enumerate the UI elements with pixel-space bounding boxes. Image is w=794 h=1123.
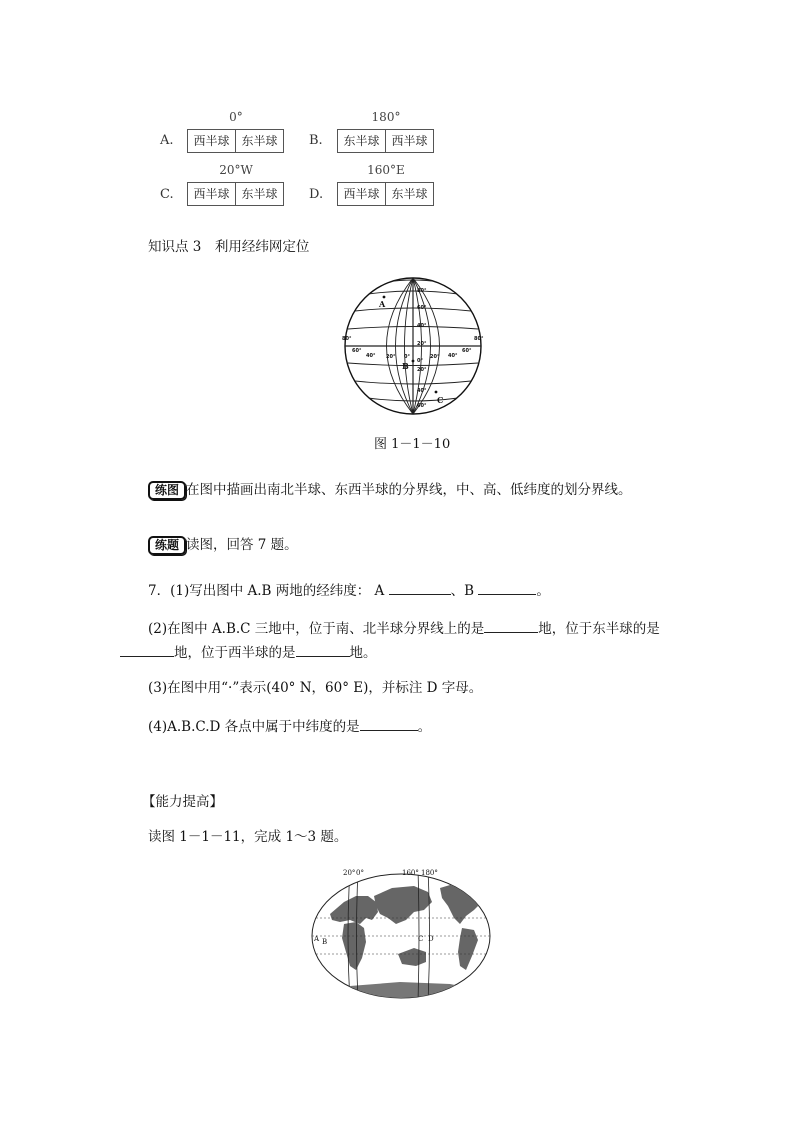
q7-p2-end: 地。 — [349, 645, 377, 661]
option-a-box — [187, 129, 284, 153]
option-a-right: 东半球 — [241, 134, 278, 148]
option-c-letter: C. — [160, 187, 174, 202]
answer-blank-b[interactable] — [478, 580, 536, 595]
ability-title: 【能力提高】 — [142, 794, 223, 810]
point-b-dot — [412, 360, 415, 363]
q7-p4-prefix: (4)A.B.C.D 各点中属于中纬度的是 — [148, 719, 360, 735]
point-a-dot — [383, 296, 386, 299]
globe-lat-label: 60° — [417, 403, 427, 409]
option-b-right: 西半球 — [391, 134, 428, 148]
q7-part1 — [148, 580, 550, 601]
globe-lat-label: 0° — [417, 358, 423, 364]
exercise-draw-text: 在图中描画出南北半球、东西半球的分界线，中、高、低纬度的划分界线。 — [186, 482, 632, 498]
option-a-left: 西半球 — [188, 130, 236, 152]
option-d-left: 西半球 — [338, 183, 386, 205]
map-label-20: 20° — [343, 869, 356, 877]
q7-p2-line2-mid: 地，位于西半球的是 — [174, 645, 296, 661]
option-d-right: 东半球 — [391, 187, 428, 201]
exercise-question — [148, 535, 298, 555]
q7-part2-line2 — [120, 642, 377, 663]
q7-p1-mid: 、B — [450, 583, 479, 599]
globe-lat-label: 40° — [417, 323, 427, 329]
map-point-d: D — [428, 935, 434, 943]
globe-lon-label: 80° — [474, 336, 484, 342]
practice-question-badge: 练题 — [148, 536, 186, 555]
exercise-question-text: 读图，回答 7 题。 — [186, 537, 298, 553]
option-b-degree: 180° — [371, 110, 401, 124]
world-map-figure — [310, 866, 492, 1000]
globe-figure — [338, 272, 488, 420]
globe-lon-label: 60° — [462, 348, 472, 354]
exercise-draw — [148, 480, 632, 500]
answer-blank-equator[interactable] — [484, 618, 538, 633]
q7-p4-end: 。 — [417, 719, 432, 735]
section-3-title: 知识点 3 利用经纬网定位 — [148, 239, 310, 255]
q7-p1-prefix: 7．(1)写出图中 A.B 两地的经纬度： A — [148, 583, 389, 599]
globe-lat-label: 20° — [417, 341, 427, 347]
answer-blank-a[interactable] — [389, 580, 451, 595]
globe-lat-label: 60° — [417, 305, 427, 311]
globe-lon-label: 40° — [448, 353, 458, 359]
option-d-degree: 160°E — [367, 163, 405, 177]
practice-figure-badge: 练图 — [148, 481, 186, 500]
globe-lon-label: 40° — [366, 353, 376, 359]
map-label-160: 160° — [402, 869, 419, 877]
option-a-degree: 0° — [229, 110, 243, 124]
option-b-letter: B. — [309, 133, 323, 148]
globe-lon-label: 80° — [342, 336, 352, 342]
option-b-box — [337, 129, 434, 153]
map-point-b: B — [322, 938, 328, 946]
option-d-box — [337, 182, 434, 206]
globe-caption: 图 1－1－10 — [374, 437, 451, 452]
globe-lon-label: 20° — [430, 354, 440, 360]
option-c-left: 西半球 — [188, 183, 236, 205]
q7-p1-end: 。 — [536, 583, 550, 599]
q7-part4 — [148, 716, 431, 737]
globe-lat-label: 80° — [417, 288, 427, 294]
globe-lat-label: 20° — [417, 367, 427, 373]
globe-point-c: C — [437, 395, 444, 405]
ability-intro: 读图 1－1－11，完成 1～3 题。 — [148, 829, 348, 845]
answer-blank-east[interactable] — [120, 642, 174, 657]
globe-lon-label: 20° — [386, 354, 396, 360]
option-a-letter: A. — [160, 133, 174, 148]
q7-part3: (3)在图中用“·”表示(40° N，60° E)，并标注 D 字母。 — [148, 680, 483, 696]
option-c-right: 东半球 — [241, 187, 278, 201]
q7-p2-prefix: (2)在图中 A.B.C 三地中，位于南、北半球分界线上的是 — [148, 621, 485, 637]
option-c-box — [187, 182, 284, 206]
map-point-c: C — [418, 935, 424, 943]
option-c-degree: 20°W — [219, 163, 253, 177]
map-label-0: 0° — [356, 869, 364, 877]
map-label-180: 180° — [421, 869, 438, 877]
map-point-a: A — [314, 935, 320, 943]
globe-point-a: A — [379, 299, 386, 309]
globe-point-b: B — [402, 361, 409, 371]
option-b-left: 东半球 — [338, 130, 386, 152]
globe-lat-label: 40° — [417, 388, 427, 394]
globe-lon-label: 60° — [352, 348, 362, 354]
globe-lon-label: 0° — [404, 354, 410, 360]
q7-part2-line1 — [148, 618, 660, 639]
point-c-dot — [435, 391, 438, 394]
answer-blank-mid-lat[interactable] — [360, 716, 418, 731]
q7-p2-mid: 地，位于东半球的是 — [538, 621, 660, 637]
option-d-letter: D. — [309, 187, 324, 202]
answer-blank-west[interactable] — [296, 642, 350, 657]
